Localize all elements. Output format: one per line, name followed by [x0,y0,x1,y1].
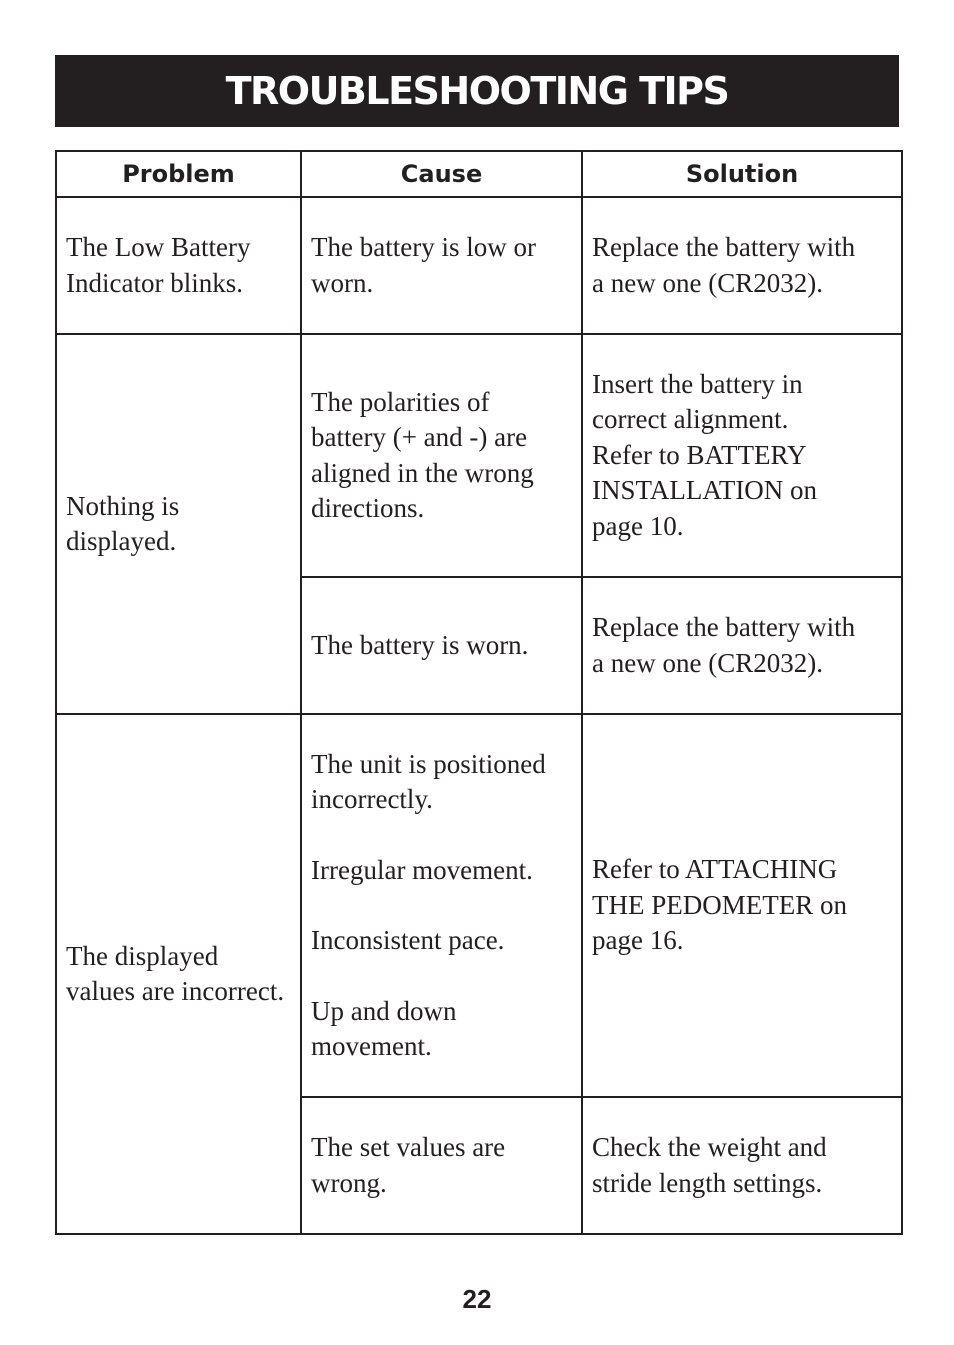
problem-text-line: Indicator blinks. [66,267,243,298]
solution-text-line: a new one (CR2032). [592,647,823,678]
solution-cell [582,197,902,334]
solution-text-line: THE PEDOMETER on [592,889,847,920]
problem-text-line: values are incorrect. [66,976,285,1006]
solution-cell [582,714,902,1097]
solution-text-line: Replace the battery with [592,232,856,262]
table-row [56,197,902,334]
cause-text-line: The battery is worn. [311,629,529,660]
solution-text-line: Insert the battery in [592,368,803,399]
column-header-problem: Problem [56,151,301,197]
problem-text-line: The displayed [66,940,219,971]
cause-text-line: Irregular movement. [311,854,533,885]
solution-cell [582,1097,902,1234]
cause-text-line: worn. [311,267,374,298]
solution-text-line: Refer to BATTERY [592,439,807,470]
column-header-solution: Solution [582,151,902,197]
cause-text-line: The battery is low or [311,232,536,262]
cause-cell [301,714,582,1097]
cause-text-line: wrong. [311,1167,387,1198]
solution-text-line: INSTALLATION on [592,475,818,506]
cause-cell [301,197,582,334]
title-banner [55,55,899,127]
solution-text-line: page 16. [592,925,684,956]
cause-text-line: battery (+ and -) are [311,422,528,452]
problem-text-line: displayed. [66,526,177,556]
solution-text-line: correct alignment. [592,404,789,435]
table-header-row [56,151,902,197]
cause-text-line: The unit is positioned [311,748,546,779]
cause-text-line: Inconsistent pace. [311,925,505,955]
solution-cell [582,577,902,714]
problem-cell [56,714,301,1234]
solution-text-line: stride length settings. [592,1167,823,1198]
problem-text-line: Nothing is [66,490,180,521]
solution-text-line: Refer to ATTACHING [592,854,838,885]
cause-text-line: movement. [311,1031,432,1061]
table-row [56,714,902,1097]
solution-text-line: a new one (CR2032). [592,267,823,298]
problem-cell [56,197,301,334]
column-header-cause: Cause [301,151,582,197]
cause-text-line: aligned in the wrong [311,457,534,488]
cause-text-line: The set values are [311,1132,506,1162]
cause-cell [301,577,582,714]
solution-text-line: Replace the battery with [592,612,856,642]
page-title: TROUBLESHOOTING TIPS [225,69,729,113]
table-row [56,334,902,577]
cause-text-line: incorrectly. [311,784,433,814]
problem-cell [56,334,301,714]
solution-text-line: Check the weight and [592,1132,827,1162]
cause-text-line: directions. [311,493,425,523]
page-number: 22 [462,1284,492,1314]
problem-text-line: The Low Battery [66,232,251,262]
solution-cell [582,334,902,577]
troubleshooting-table [55,150,903,1235]
cause-cell [301,334,582,577]
cause-text-line: Up and down [311,995,457,1026]
cause-cell [301,1097,582,1234]
cause-text-line: The polarities of [311,386,490,417]
solution-text-line: page 10. [592,510,684,541]
